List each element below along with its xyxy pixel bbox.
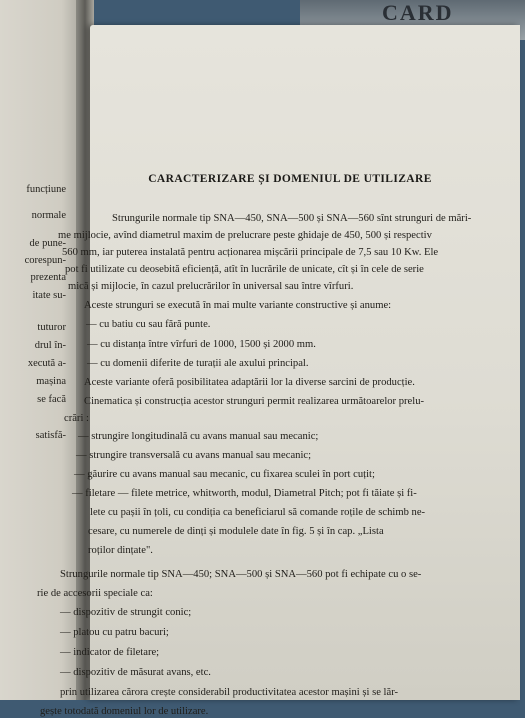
body-line: pot fi utilizate cu deosebită eficiență, atît în lucrările de unicate, cît și în cele de serie [65,264,424,275]
body-line: — filetare — filete metrice, whitworth, modul, Diametral Pitch; pot fi tăiate și fi- [72,488,417,499]
body-line: — strungire transversală cu avans manual sau mecanic; [76,450,312,461]
body-line: Aceste strunguri se execută în mai multe variante constructive și anume: [84,300,392,311]
body-line: — indicator de filetare; [60,647,160,658]
body-line: Strungurile normale tip SNA—450, SNA—500 și SNA—560 sînt strunguri de mări- [112,213,472,224]
left-page-fragment: de pune- [29,238,66,249]
body-line: gește totodată domeniul lor de utilizare. [40,706,209,717]
left-page-fragment: se facă [37,394,66,405]
body-line: — dispozitiv de strungit conic; [60,607,192,618]
body-line: Strungurile normale tip SNA—450; SNA—500 și SNA—560 pot fi echipate cu o se- [60,569,422,580]
left-page-fragment: tuturor [37,322,66,333]
page-title: CARACTERIZARE ȘI DOMENIUL DE UTILIZARE [148,173,432,185]
left-page-fragment: itate su- [32,290,66,301]
body-line: — dispozitiv de măsurat avans, etc. [60,667,211,678]
left-page-fragment: satisfă- [35,430,66,441]
body-line: crări : [64,413,89,424]
body-line: prin utilizarea cărora crește considerabil productivitatea acestor mașini și se lăr- [60,687,399,698]
body-line: Aceste variante oferă posibilitatea adaptării lor la diverse sarcini de producție. [84,377,415,388]
left-page-fragment: mașina [36,376,66,387]
left-page-fragment: xecută a- [27,358,66,369]
left-page-fragment: drul în- [34,340,66,351]
body-line: — găurire cu avans manual sau mecanic, cu fixarea sculei în port cuțit; [74,469,375,480]
body-line: — cu distanța între vîrfuri de 1000, 1500 și 2000 mm. [87,339,316,350]
body-line: — cu domenii diferite de turații ale axului principal. [87,358,309,369]
left-page-fragment: corespun- [24,255,66,266]
body-line: — strungire longitudinală cu avans manual sau mecanic; [78,431,319,442]
body-line: — platou cu patru bacuri; [60,627,169,638]
left-page-fragment: normale [31,210,66,221]
body-line: Cinematica și construcția acestor strunguri permit realizarea următoarelor prelu- [84,396,425,407]
body-line: me mijlocie, avînd diametrul maxim de prelucrare peste ghidaje de 450, 500 și respectiv [58,230,432,241]
left-page-fragment: prezenta [30,272,66,283]
left-page-fragment: funcțiune [26,184,66,195]
body-line: 560 mm, iar puterea instalată pentru acționarea mișcării principale de 7,5 sau 10 Kw. Ele [62,247,439,258]
body-line: roților dințate". [88,545,153,556]
body-line: lete cu pașii în țoli, cu condiția ca beneficiarul să comande roțile de schimb ne- [90,507,426,518]
background-book-title: CARD [382,0,454,25]
body-line: rie de accesorii speciale ca: [37,588,153,599]
body-line: — cu batiu cu sau fără punte. [86,319,211,330]
body-line: cesare, cu numerele de dinți și modulele date în fig. 5 și în cap. „Lista [88,526,384,537]
body-line: mică și mijlocie, în cazul prelucrărilor în universal sau între vîrfuri. [68,281,354,292]
